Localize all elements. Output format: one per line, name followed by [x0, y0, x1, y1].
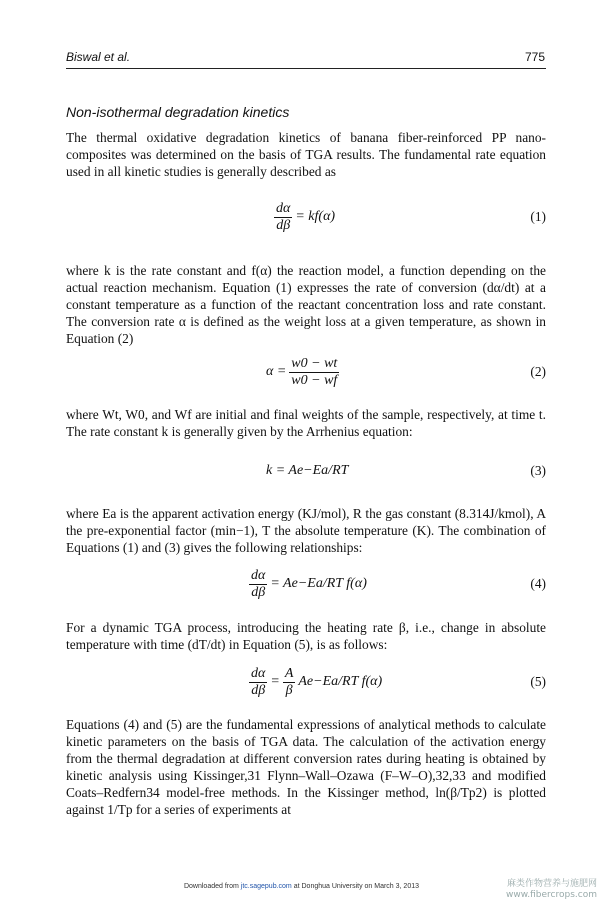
equation-4 — [66, 564, 546, 604]
eq5-fraction-mid — [283, 666, 296, 699]
eq4-fraction — [249, 568, 267, 601]
eq5-fraction-left — [249, 666, 267, 699]
equation-1 — [66, 197, 546, 237]
eq4-numerator: dα — [251, 567, 266, 583]
paragraph-4: where Ea is the apparent activation energy (KJ/mol), R the gas constant (8.314J/kmol), A the pre-exponential factor (min−1), T the absolute temperature (K). The combination of Equations (1) and (3) gives the following relationships: — [66, 506, 546, 555]
equation-5 — [66, 662, 546, 702]
eq1-denominator: dβ — [276, 217, 291, 233]
paragraph-3: where Wt, W0, and Wf are initial and final weights of the sample, respectively, at time t. The rate constant k is generally given by the Arrhenius equation: — [66, 407, 546, 439]
eq2-label: (2) — [530, 364, 546, 379]
eq3-label: (3) — [530, 463, 546, 478]
paragraph-1: The thermal oxidative degradation kinetics of banana fiber-reinforced PP nano-composites was determined on the basis of TGA results. The fundamental rate equation used in all kinetic studies is generally described as — [66, 130, 546, 179]
eq1-numerator: dα — [276, 200, 291, 216]
header-author: Biswal et al. — [66, 50, 131, 64]
page-number: 775 — [524, 50, 545, 64]
watermark — [506, 879, 597, 901]
eq5-mid-numerator: A — [284, 665, 294, 681]
eq1-fraction — [274, 201, 292, 234]
eq5-equals: = — [270, 674, 280, 689]
eq1-rhs: = kf(α) — [295, 209, 336, 224]
watermark-line-2: www.fibercrops.com — [506, 890, 597, 900]
eq5-rhs: Ae−Ea/RT f(α) — [298, 674, 383, 689]
eq4-rhs: = Ae−Ea/RT f(α) — [270, 576, 367, 591]
eq2-lhs: α = — [266, 364, 287, 379]
eq4-label: (4) — [530, 576, 546, 591]
header-rule — [66, 68, 546, 69]
running-header — [66, 50, 545, 68]
watermark-line-1: 麻类作物营养与施肥网 — [506, 879, 597, 889]
eq1-label: (1) — [530, 209, 546, 224]
eq2-fraction — [289, 356, 339, 389]
eq5-mid-denominator: β — [285, 682, 293, 698]
eq5-label: (5) — [530, 674, 546, 689]
paragraph-5: For a dynamic TGA process, introducing the heating rate β, i.e., change in absolute temperature with time (dT/dt) in Equation (5), is as follows: — [66, 620, 546, 652]
paragraph-6: Equations (4) and (5) are the fundamental expressions of analytical methods to calculate kinetic parameters on the basis of TGA data. The calculation of the activation energy from the thermal degradation at different conversion rates during heating is obtained by kinetic analysis using Kissinger,31 Flynn–Wall–Ozawa (F–W–O),32,33 and modified Coats–Redfern34 model-free methods. In the Kissinger method, ln(β/Tp2) is plotted against 1/Tp for a series of experiments at — [66, 717, 546, 817]
eq2-numerator: w0 − wt — [291, 355, 338, 371]
section-title: Non-isothermal degradation kinetics — [66, 104, 290, 120]
eq3-expression: k = Ae−Ea/RT — [266, 463, 349, 478]
footer-prefix: Downloaded from — [183, 883, 241, 890]
footer-link[interactable]: jtc.sagepub.com — [240, 883, 292, 890]
paragraph-2: where k is the rate constant and f(α) the reaction model, a function depending on the actual reaction mechanism. Equation (1) expresses the rate of conversion (dα/dt) at a constant temperature as a function of the reactant concentration loss and rate constant. The conversion rate α is defined as the weight loss at a given temperature, as shown in Equation (2) — [66, 263, 546, 346]
equation-2 — [66, 352, 546, 392]
footer-suffix: at Donghua University on March 3, 2013 — [291, 883, 420, 890]
equation-3 — [66, 451, 546, 491]
eq5-numerator: dα — [251, 665, 266, 681]
eq2-denominator: w0 − wf — [291, 372, 338, 388]
eq5-denominator: dβ — [251, 682, 266, 698]
eq4-denominator: dβ — [251, 584, 266, 600]
